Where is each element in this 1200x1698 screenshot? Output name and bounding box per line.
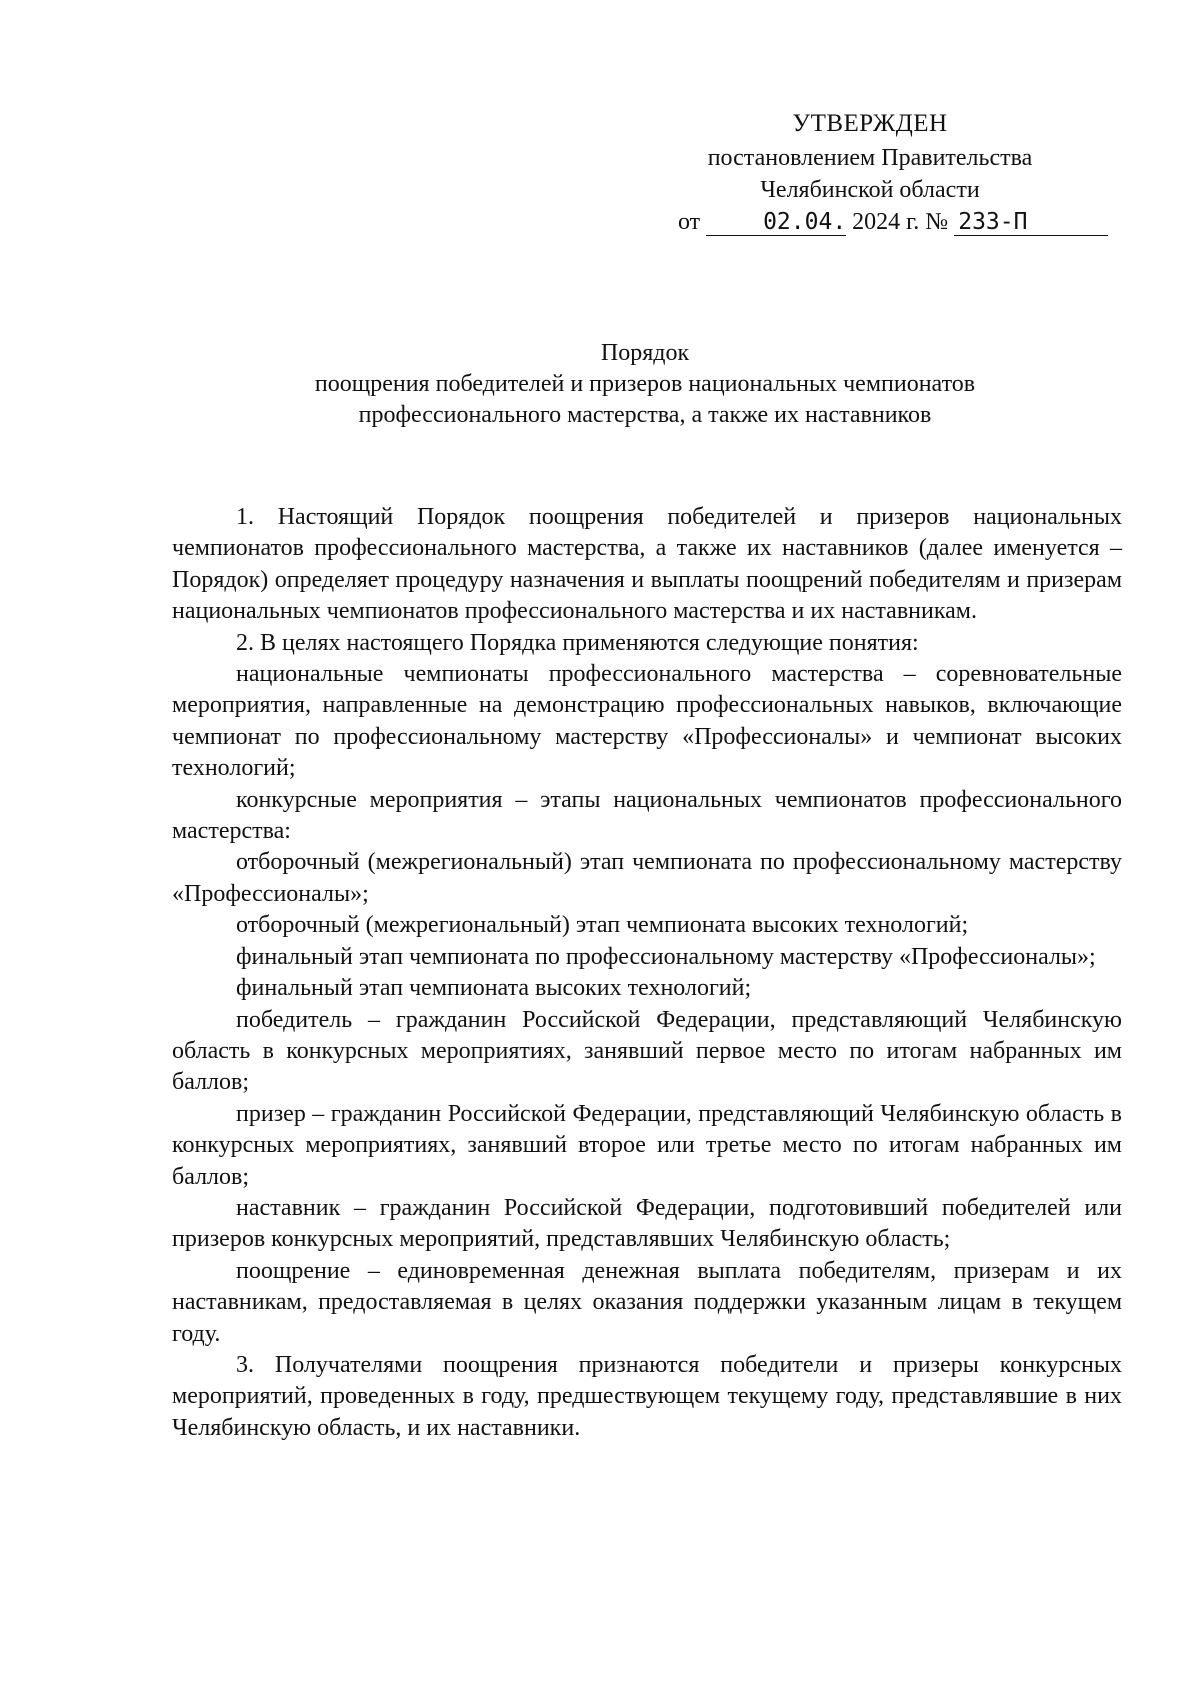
paragraph: финальный этап чемпионата высоких технологий; [236,975,752,1002]
document-body [172,502,1122,1444]
approval-resolution: постановлением Правительства [707,145,1033,171]
paragraph: наставник – гражданин Российской Федерации, подготовивший победителей или призеров конкурсных мероприятий, представлявших Челябинскую область; [172,1194,1122,1253]
date-value: 02.04. [706,209,846,236]
approval-stamp [620,108,1120,238]
paragraph: национальные чемпионаты профессионального мастерства – соревновательные мероприятия, направленные на демонстрацию профессиональных навыков, включающие чемпионат по профессиональному мастерству «Профессионалы» и чемпионат высоких технологий; [172,661,1122,782]
document-title [170,338,1120,431]
paragraph: призер – гражданин Российской Федерации, представляющий Челябинскую область в конкурсных мероприятиях, занявший второе или третье место по итогам набранных им баллов; [172,1100,1122,1190]
approved-label: УТВЕРЖДЕН [792,110,948,137]
paragraph: поощрение – единовременная денежная выплата победителям, призерам и их наставникам, предоставляемая в целях оказания поддержки указанным лицам в текущем году. [172,1257,1122,1347]
paragraph: финальный этап чемпионата по профессиональному мастерству «Профессионалы»; [236,943,1096,970]
approval-region: Челябинской области [760,177,980,203]
title-line-2: профессионального мастерства, а также их наставников [358,402,932,428]
paragraph: победитель – гражданин Российской Федерации, представляющий Челябинскую область в конкурсных мероприятиях, занявший первое место по итогам набранных им баллов; [172,1006,1122,1096]
paragraph: 3. Получателями поощрения признаются победители и призеры конкурсных мероприятий, проведенных в году, предшествующем текущему году, представлявшие в них Челябинскую область, и их наставники. [172,1351,1122,1441]
year-text: 2024 г. № [852,209,949,235]
paragraph: отборочный (межрегиональный) этап чемпионата по профессиональному мастерству «Профессионалы»; [172,849,1122,907]
date-prefix: от [678,209,701,235]
title-heading: Порядок [600,340,690,366]
paragraph: 2. В целях настоящего Порядка применяются следующие понятия: [236,629,919,656]
title-line-1: поощрения победителей и призеров национальных чемпионатов [314,371,976,397]
paragraph: 1. Настоящий Порядок поощрения победителей и призеров национальных чемпионатов профессионального мастерства, а также их наставников (далее именуется – Порядок) определяет процедуру назначения и выплаты поощрений победителям и призерам национальных чемпионатов профессионального мастерства и их наставникам. [172,504,1122,625]
paragraph: отборочный (межрегиональный) этап чемпионата высоких технологий; [236,912,969,939]
approval-date-line [678,206,1120,238]
document-number: 233-П [954,209,1108,236]
paragraph: конкурсные мероприятия – этапы национальных чемпионатов профессионального мастерства: [172,786,1122,845]
